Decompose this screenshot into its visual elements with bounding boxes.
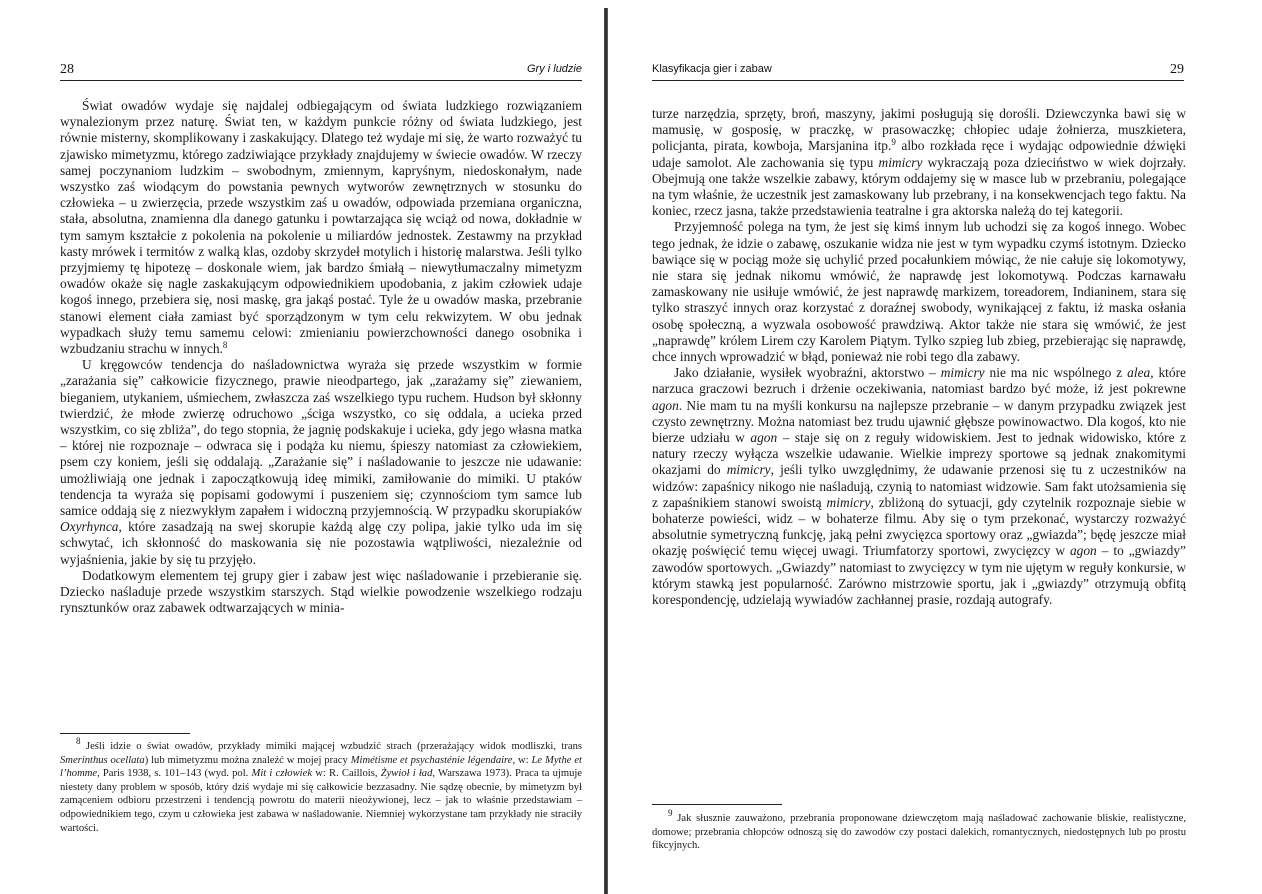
paragraph: Jako działanie, wysiłek wyobraźni, aktorstwo – mimicry nie ma nic wspólnego z alea, które narzuca graczowi bezruch i drżenie oczekiwania, natomiast bardzo być może, iż jest pokrewne agon. Nie mam tu na myśli konkursu na najlepsze przebranie – w danym przypadku związek jest czysto zewnętrzny. Można natomiast bez trudu ujawnić głębsze powinowactwo. Dla kogoś, kto nie bierze udziału w agon – staje się on z reguły widowiskiem. Jest to jednak widowisko, które z natury rzeczy wyłącza wszelkie udawanie. Wielkie imprezy sportowe są jednak znakomitymi okazjami do mimicry, jeśli tylko uwzględnimy, że udawanie przenosi się tu z uczestników na widzów: zapaśnicy nikogo nie naśladują, czynią to natomiast widzowie. Sam fakt utożsamienia się z zapaśnikiem stanowi swoistą mimicry, zbliżoną do sytuacji, gdy czytelnik rozpoznaje siebie w bohaterze powieści, widz – w bohaterze filmu. Aby się o tym przekonać, wystarczy rozważyć absolutnie symetryczną funkcję, jaką pełni zwycięzca sportowy oraz „gwiazda”; będę jeszcze miał okazję poświęcić temu więcej uwagi. Triumfatorzy sportowi, zwycięzcy w agon – to „gwiazdy” zawodów sportowych. „Gwiazdy” natomiast to zwycięzcy w tym nie ujętym w reguły konkursie, w którym stawką jest popularność. Zarówno mistrzowie sportu, jak i „gwiazdy” otrzymują obfitą korespondencję, udzielają wywiadów zachłannej prasie, rozdają autografy. bbox=[652, 365, 1186, 608]
page-number-left: 28 bbox=[60, 62, 74, 77]
book-gutter bbox=[604, 8, 608, 894]
running-title-right: Klasyfikacja gier i zabaw bbox=[652, 63, 772, 75]
footnote-ref: 8 bbox=[222, 340, 228, 351]
paragraph: Przyjemność polega na tym, że jest się kimś innym lub uchodzi się za kogoś innego. Wobec tego jednak, że idzie o zabawę, oszukanie widza nie jest w tym wypadku czymś istotnym. Dziecko bawiące się w pociąg może się uchylić przed pocałunkiem mówiąc, że nie całuje się lokomotywy, nie stara się jednak nikomu wmówić, że naprawdę jest lokomotywą. Podczas karnawału zamaskowany nie usiłuje wmówić, że jest naprawdę markizem, toreadorem, Indianinem, stara się tylko straszyć innych oraz korzystać z doraźnej swobody, wynikającej z faktu, iż maska osłania osobę społeczną, a wyzwala osobowość prawdziwą. Aktor także nie stara się wmówić, że jest „naprawdę” królem Lirem czy Karolem Piątym. Tylko szpieg lub zbieg, przebierając się naprawdę, chce innych wprowadzić w błąd, ponieważ nie robi tego dla zabawy. bbox=[652, 219, 1186, 365]
paragraph: Dodatkowym elementem tej grupy gier i zabaw jest więc naśladowanie i przebieranie się. Dziecko naśladuje przede wszystkim starszych. Stąd wielkie powodzenie wszelkiego rodzaju rynsztunków oraz zabawek odtwarzających w minia- bbox=[60, 567, 582, 616]
left-body-text bbox=[60, 98, 582, 617]
paragraph: turze narzędzia, sprzęty, broń, maszyny, jakimi posługują się dorośli. Dziewczynka bawi się w mamusię, w gosposię, w praczkę, w prasowaczkę; chłopiec udaje żołnierza, muszkietera, policjanta, pirata, kowboja, Marsjanina itp.$^9$ albo rozkłada ręce i wydając odpowiednie dźwięki udaje samolot. Ale zachowania się typu mimicry wykraczają poza dzieciństwo w wiek dojrzały. Obejmują one także wszelkie zabawy, którym oddajemy się w masce lub w przebraniu, polegające na tym właśnie, że uczestnik jest zamaskowany lub przebrany, i na konsekwencjach tego faktu. Na koniec, rzecz jasna, także przedstawienia teatralne i gra aktorska należą do tej kategorii. bbox=[652, 106, 1186, 219]
right-page-header bbox=[652, 62, 1184, 81]
footnote-9: $^9$ Jak słusznie zauważono, przebrania proponowane dziewczętom mają naśladować zachowanie bliskie, realistyczne, domowe; przebrania chłopców odnoszą się do zawodów czy postaci dalekich, romantycznych, niedostępnych lub po prostu fikcyjnych. bbox=[652, 808, 1186, 852]
footnote-ref: 9 bbox=[891, 137, 896, 148]
left-page-header bbox=[60, 62, 582, 81]
paragraph: Świat owadów wydaje się najdalej odbiegającym od świata ludzkiego rozwiązaniem wynalezionym przez naturę. Świat ten, w każdym punkcie różny od świata ludzkiego, jest równie misterny, skomplikowany i zaskakujący. Dlatego też wydaje mi się, że warto rozważyć tu zjawisko mimetyzmu, którego zadziwiające przykłady znajdujemy w świecie owadów. W rzeczy samej poczynaniom ludzkim – swobodnym, zmiennym, kapryśnym, niedoskonałym, nade wszystko zaś wiodącym do powstania pewnych wytworów zewnętrznych w stosunku do człowieka – u zwierzęcia, przede wszystkim zaś u owadów, odpowiada przemiana organiczna, stała, absolutna, znamienna dla danego gatunku i powtarzająca się wciąż od nowa, dokładnie w tym samym kształcie z pokolenia na pokolenie u miliardów jednostek. Zestawmy na przykład kasty mrówek i termitów z walką klas, ozdoby skrzydeł motylich i historię malarstwa. Jeśli tylko przyjmiemy tę hipotezę – doskonale wiem, jak bardzo śmiałą – niewytłumaczalny mimetyzm owadów okaże się nagle zaskakującym odpowiednikiem upodobania, z jakim człowiek udaje kogoś innego, przebiera się, nosi maskę, gra jakąś postać. Tyle że u owadów maska, przebranie stanowi element ciała zamiast być sporządzonym w tym celu rekwizytem. W obu jednak wypadkach służy temu samemu celowi: zmienianiu powierzchowności danego osobnika i wzbudzaniu strachu w innych.$^8$ bbox=[60, 98, 582, 357]
paragraph: U kręgowców tendencja do naśladownictwa wyraża się przede wszystkim w formie „zarażania się” całkowicie fizycznego, prawie nieodpartego, jak „zarażamy się” ziewaniem, bieganiem, utykaniem, uśmiechem, zwłaszcza zaś wszelkiego typu ruchem. Hudson był skłonny twierdzić, że młode zwierzę odruchowo „ściga wszystko, co się oddala, a ucieka przed wszystkim, co się zbliża”, do tego stopnia, że jagnię podskakuje i ucieka, gdy jego własna matka – której nie rozpoznaje – odwraca się i podąża ku niemu, śpieszy natomiast za człowiekiem, psem czy koniem, jeśli się oddalają. „Zarażanie się” i naśladowanie to jeszcze nie udawanie: umożliwiają one jednak i zapoczątkowują ideę mimiki, zamiłowanie do mimiki. U ptaków tendencja ta wyraża się popisami godowymi i puszeniem się; czynnościom tym samce lub samice oddają się z niezwykłym zapałem i widoczną przyjemnością. W przypadku skorupiaków Oxyrhynca, które zasadzają na swej skorupie każdą algę czy polipa, jakie tylko uda im się schwytać, ich skłonność do maskowania się nie pozostawia wątpliwości, niezależnie od wyjaśnienia, jakie by się tu przyjęło. bbox=[60, 357, 582, 567]
right-page bbox=[612, 0, 1262, 894]
left-page bbox=[0, 0, 612, 894]
footnote-8: $^8$ Jeśli idzie o świat owadów, przykłady mimiki mającej wzbudzić strach (przerażający widok modliszki, trans Smerinthus ocellata) lub mimetyzmu można znaleźć w mojej pracy Mimétisme et psychasténie légendaire, w: Le Mythe et l’homme, Paris 1938, s. 101–143 (wyd. pol. Mit i człowiek w: R. Caillois, Żywioł i ład, Warszawa 1973). Praca ta ujmuje niestety dany problem w sposób, który dziś wydaje mi się całkowicie bezzasadny. Nie sądzę obecnie, by mimetyzm był zamąceniem odbioru przestrzeni i tendencją powrotu do materii nieożywionej, lecz – jak to właśnie przedstawiam – odpowiednikiem tego, czym u człowieka jest zabawa w naśladowanie. Niemniej wykorzystane tam przykłady nie straciły wartości. bbox=[60, 736, 583, 834]
page-number-right: 29 bbox=[1170, 62, 1184, 77]
footnote-divider bbox=[60, 733, 190, 734]
running-title-left: Gry i ludzie bbox=[526, 63, 582, 75]
right-body-text bbox=[652, 106, 1186, 608]
footnote-divider bbox=[652, 804, 782, 805]
